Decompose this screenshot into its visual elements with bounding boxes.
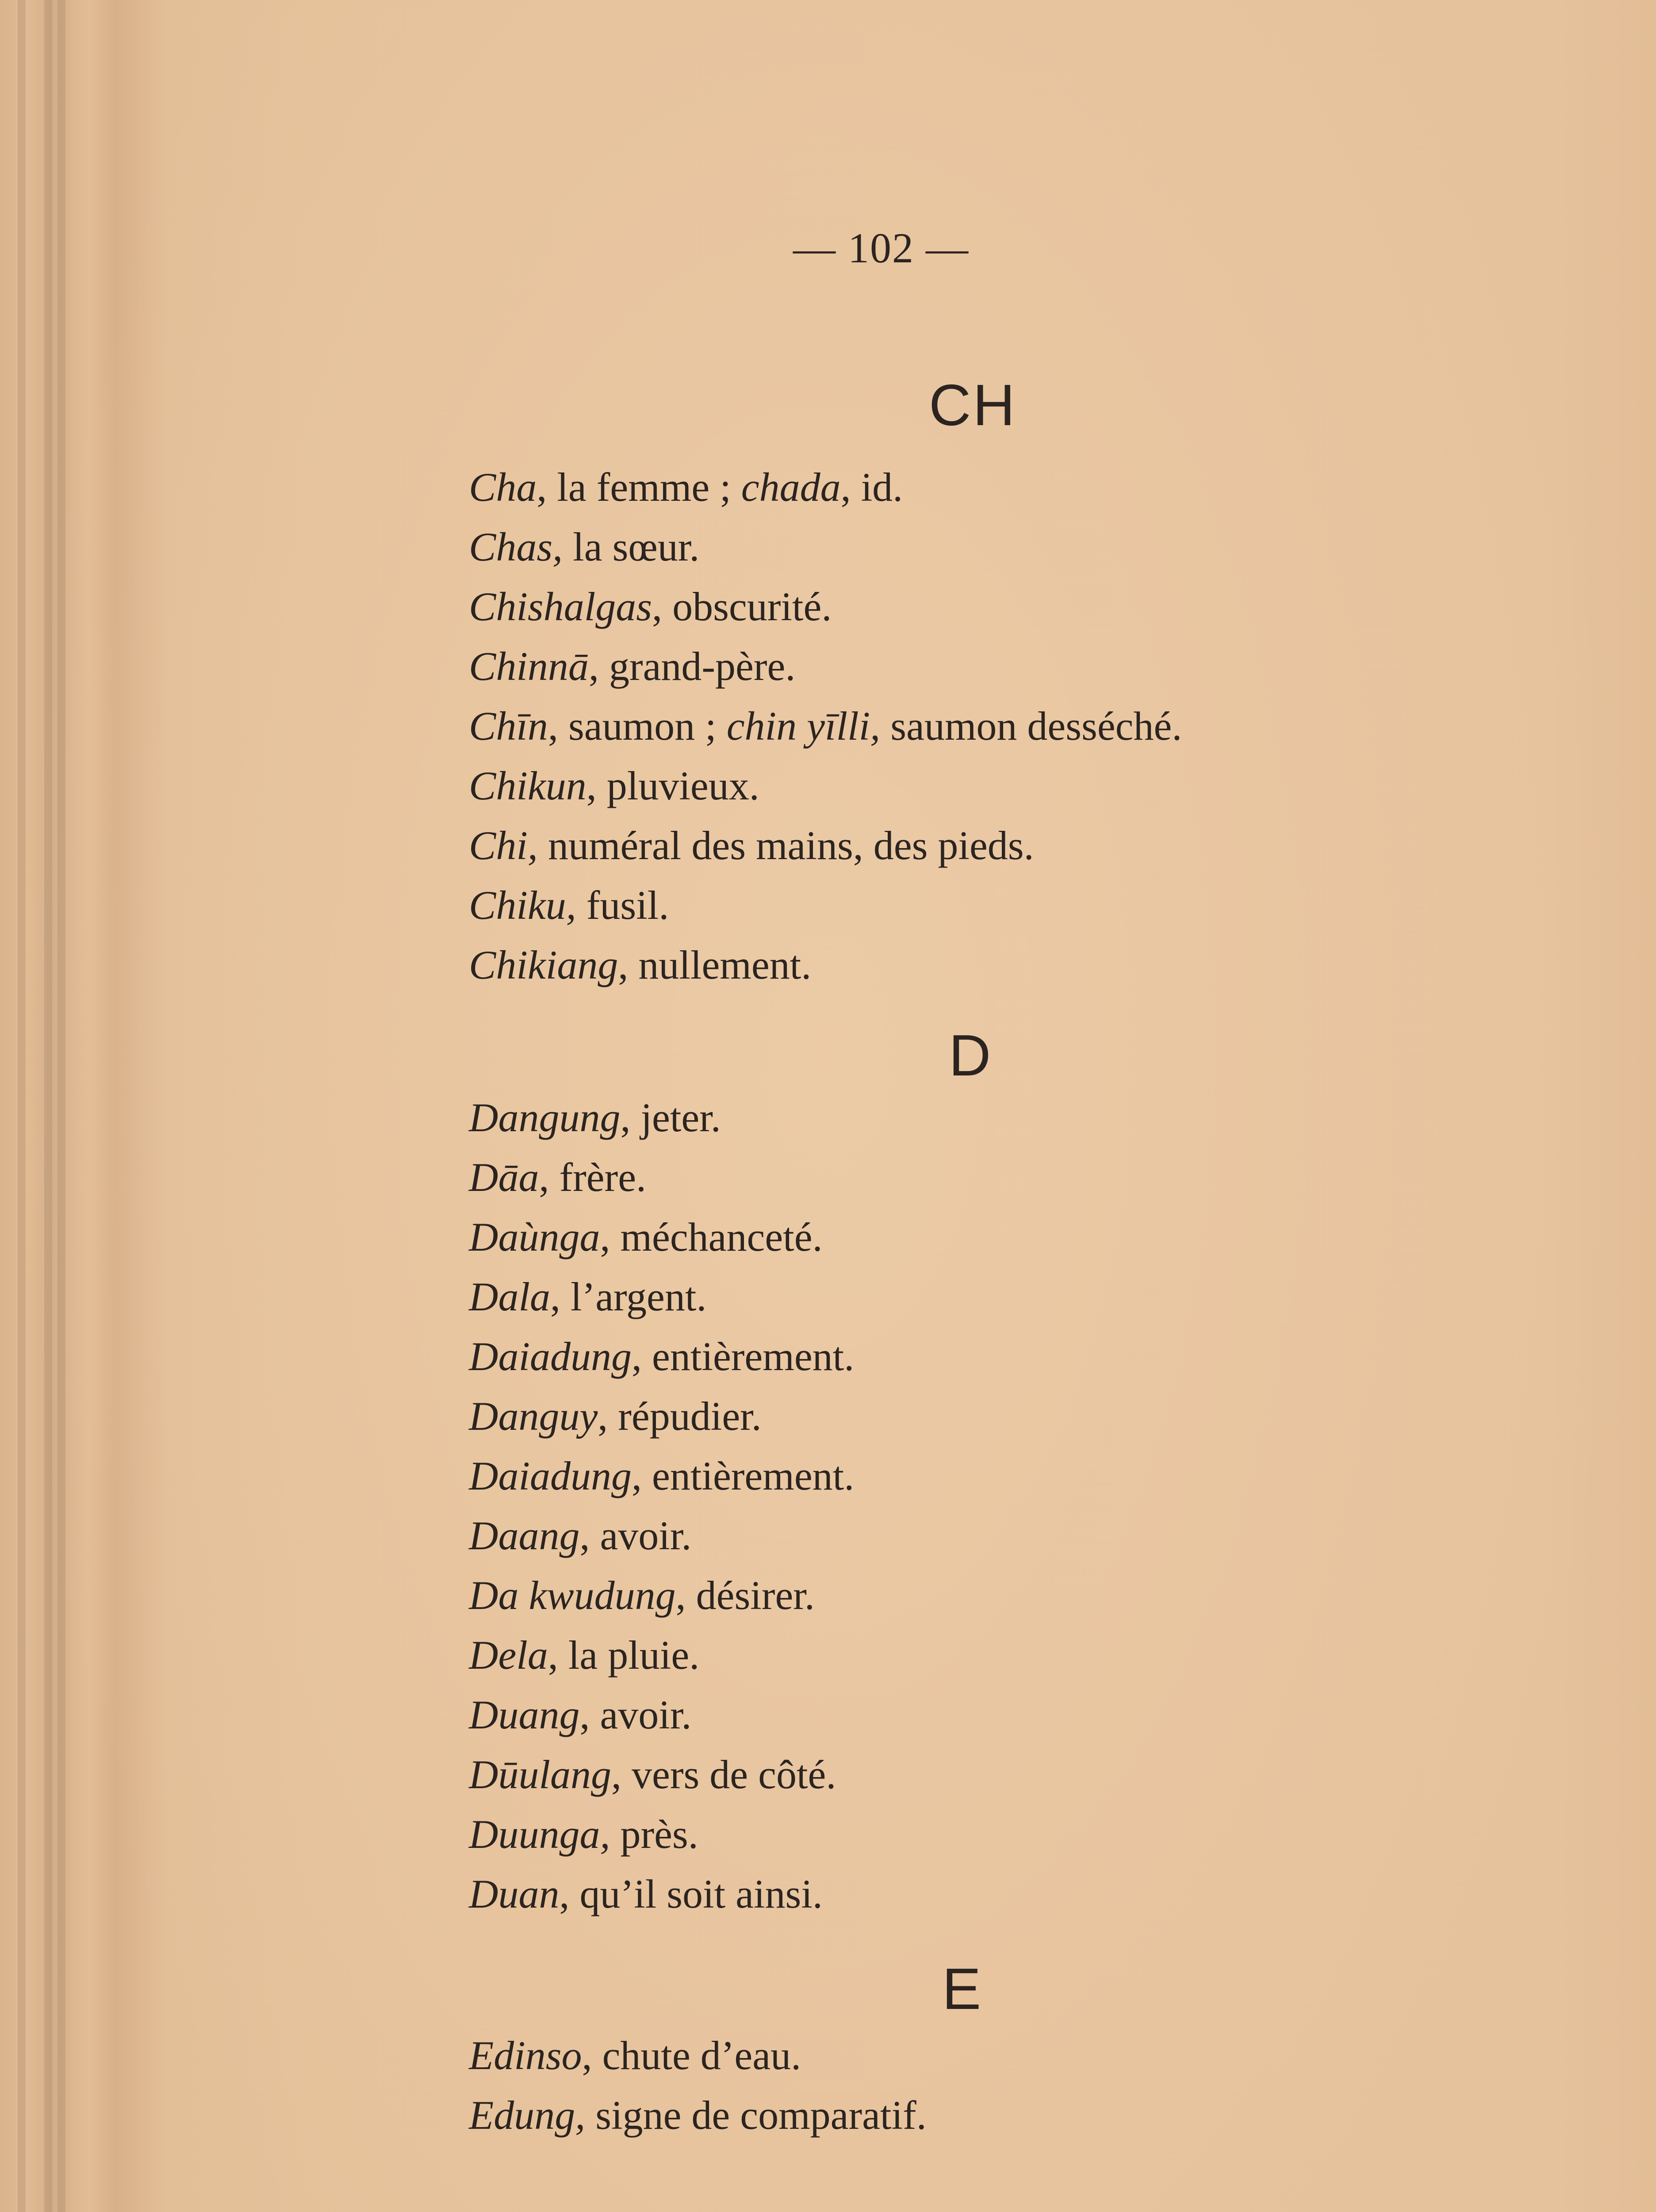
dictionary-entry	[469, 1336, 854, 1377]
dictionary-entry	[469, 765, 759, 806]
dictionary-entry	[469, 1515, 691, 1556]
entry-term-variant: chin yīlli,	[726, 703, 881, 749]
section-heading-d: D	[949, 1023, 993, 1088]
entry-term: Daiadung	[469, 1334, 632, 1379]
entry-term: Chikun	[469, 763, 586, 808]
entry-gloss: , saumon ;	[548, 703, 727, 749]
entry-gloss: , entièrement.	[632, 1453, 855, 1498]
dictionary-entry	[469, 1754, 836, 1795]
entry-gloss: près.	[610, 1812, 698, 1857]
entry-term-variant: chada	[741, 465, 841, 510]
entry-gloss-variant: saumon desséché.	[880, 703, 1182, 749]
entry-gloss: , frère.	[539, 1155, 647, 1200]
entry-term: Dela	[469, 1632, 548, 1678]
dictionary-entry	[469, 1632, 700, 1678]
entry-gloss: , qu’il soit ainsi.	[559, 1871, 823, 1916]
page-edge-stack	[18, 0, 26, 2212]
dictionary-entry	[469, 465, 903, 510]
entry-gloss: , jeter.	[620, 1095, 721, 1140]
entry-term: Chishalgas	[469, 584, 652, 629]
dictionary-entry	[469, 1871, 823, 1916]
entry-term: Cha	[469, 465, 537, 510]
section-heading-e: E	[942, 1956, 983, 2021]
entry-term: Duunga,	[469, 1812, 610, 1857]
entry-gloss: , vers de côté.	[611, 1752, 836, 1797]
entry-term: Dangung	[469, 1095, 621, 1140]
entry-gloss: , obscurité.	[652, 584, 832, 629]
entry-term: Dala	[469, 1274, 550, 1319]
dictionary-entry	[469, 1097, 721, 1138]
entry-term: Chikiang	[469, 942, 618, 987]
dictionary-entry	[469, 1394, 762, 1439]
entry-gloss: , grand-père.	[588, 644, 796, 689]
entry-term: Duan	[469, 1871, 560, 1916]
entry-term: Edung,	[469, 2093, 586, 2138]
page-number: — 102 —	[793, 224, 969, 272]
dictionary-entry	[469, 1276, 706, 1317]
entry-gloss: numéral des mains, des pieds.	[537, 823, 1034, 868]
entry-gloss: , répudier.	[598, 1394, 762, 1439]
dictionary-entry	[469, 885, 669, 926]
entry-term: Chas,	[469, 524, 563, 569]
entry-gloss: , la femme ;	[537, 465, 741, 510]
entry-term: Daiadung	[469, 1453, 632, 1498]
dictionary-entry	[469, 1214, 823, 1260]
entry-term: Edinso	[469, 2033, 582, 2078]
entry-gloss: la sœur.	[563, 524, 700, 569]
entry-term: Chinnā	[469, 644, 589, 689]
entry-term: Danguy	[469, 1394, 598, 1439]
entry-term: Chi,	[469, 823, 538, 868]
dictionary-entry	[469, 703, 1182, 749]
entry-term: Dāa	[469, 1155, 539, 1200]
entry-gloss: , nullement.	[618, 942, 812, 987]
entry-term: Duang	[469, 1692, 580, 1737]
entry-gloss: , avoir.	[579, 1513, 692, 1558]
dictionary-entry	[469, 2035, 801, 2076]
entry-gloss: signe de comparatif.	[585, 2093, 927, 2138]
entry-gloss: fusil.	[576, 883, 669, 928]
dictionary-entry	[469, 825, 1034, 866]
entry-gloss: , avoir.	[579, 1692, 692, 1737]
dictionary-entry	[469, 1455, 854, 1496]
entry-term: Chiku,	[469, 883, 576, 928]
dictionary-entry	[469, 646, 795, 687]
entry-gloss: , méchanceté.	[600, 1214, 823, 1260]
entry-term: Daùnga	[469, 1214, 600, 1260]
entry-term: Da kwudung	[469, 1573, 676, 1618]
entry-gloss: , pluvieux.	[586, 763, 759, 808]
entry-gloss: , l’argent.	[550, 1274, 707, 1319]
entry-gloss: , chute d’eau.	[582, 2033, 801, 2078]
section-heading-ch: CH	[929, 373, 1017, 438]
dictionary-entry	[469, 2093, 927, 2138]
dictionary-entry	[469, 1814, 698, 1855]
dictionary-entry	[469, 1575, 815, 1616]
dictionary-entry	[469, 1157, 646, 1198]
dictionary-entry	[469, 586, 832, 627]
entry-term: Dūulang	[469, 1752, 611, 1797]
entry-gloss: , désirer.	[675, 1573, 815, 1618]
entry-term: Daang	[469, 1513, 580, 1558]
entry-gloss: , la pluie.	[548, 1632, 700, 1678]
entry-gloss-variant: , id.	[840, 465, 903, 510]
entry-term: Chīn	[469, 703, 548, 749]
dictionary-entry	[469, 1694, 691, 1735]
entry-gloss: , entièrement.	[632, 1334, 855, 1379]
page-edge-stack	[58, 0, 65, 2212]
dictionary-entry	[469, 526, 699, 567]
dictionary-entry	[469, 942, 812, 987]
page-edge-stack	[44, 0, 52, 2212]
